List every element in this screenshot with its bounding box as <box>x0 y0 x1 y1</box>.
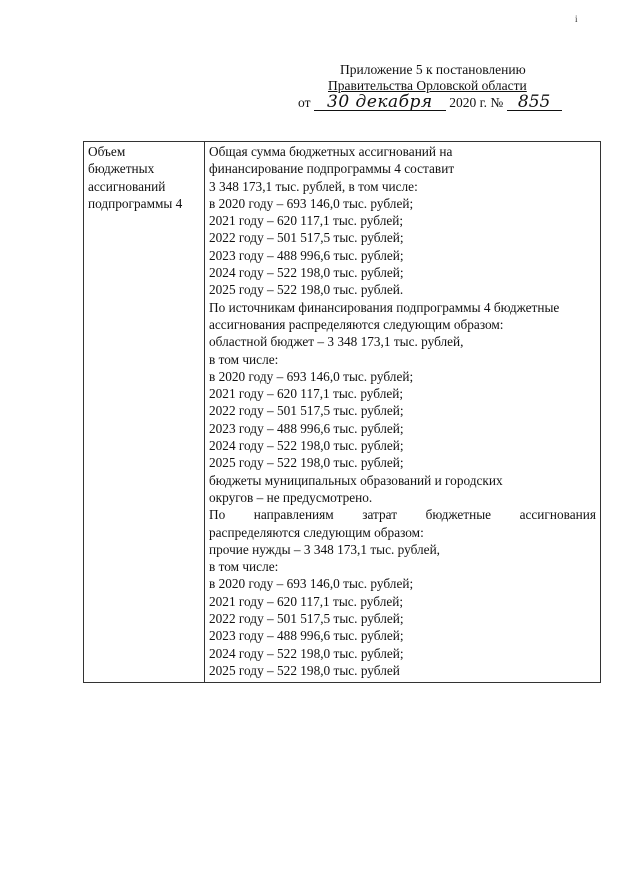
content-line-justified: По направлениям затрат бюджетные ассигнования <box>209 507 596 523</box>
content-line: 2025 году – 522 198,0 тыс. рублей; <box>209 455 404 471</box>
content-line: 2024 году – 522 198,0 тыс. рублей; <box>209 645 404 661</box>
header-line-government: Правительства Орловской области <box>328 78 527 93</box>
content-line: 2021 году – 620 117,1 тыс. рублей; <box>209 386 404 402</box>
content-line: финансирование подпрограммы 4 составит <box>209 161 455 177</box>
content-line: 2025 году – 522 198,0 тыс. рублей <box>209 662 400 678</box>
content-line: в 2020 году – 693 146,0 тыс. рублей; <box>209 576 414 592</box>
left-label-line: бюджетных <box>88 161 155 177</box>
date-prefix: от <box>298 95 311 110</box>
budget-table <box>83 141 601 683</box>
content-line: 2021 году – 620 117,1 тыс. рублей; <box>209 593 404 609</box>
page-mark: і <box>575 14 578 24</box>
content-line: областной бюджет – 3 348 173,1 тыс. рублей, <box>209 334 464 350</box>
content-line: По источникам финансирования подпрограммы 4 бюджетные <box>209 299 560 315</box>
content-line: в том числе: <box>209 351 279 367</box>
handwritten-date: 30 декабря <box>314 94 446 111</box>
content-line: в 2020 году – 693 146,0 тыс. рублей; <box>209 195 414 211</box>
content-line: прочие нужды – 3 348 173,1 тыс. рублей, <box>209 541 441 557</box>
header-line-appendix: Приложение 5 к постановлению <box>340 62 526 77</box>
content-line: 3 348 173,1 тыс. рублей, в том числе: <box>209 178 418 194</box>
content-line: 2024 году – 522 198,0 тыс. рублей; <box>209 265 404 281</box>
content-line: 2023 году – 488 996,6 тыс. рублей; <box>209 247 404 263</box>
content-line: ассигнования распределяются следующим образом: <box>209 316 504 332</box>
content-line: 2022 году – 501 517,5 тыс. рублей; <box>209 230 404 246</box>
content-line: в том числе: <box>209 559 279 575</box>
left-label-line: Объем <box>88 144 126 159</box>
table-row <box>84 142 601 683</box>
content-line: 2023 году – 488 996,6 тыс. рублей; <box>209 628 404 644</box>
header-line-date <box>280 94 610 111</box>
content-line: бюджеты муниципальных образований и городских <box>209 472 503 488</box>
content-line: 2025 году – 522 198,0 тыс. рублей. <box>209 282 404 298</box>
content-line: 2022 году – 501 517,5 тыс. рублей; <box>209 611 404 627</box>
left-label-line: подпрограммы 4 <box>88 195 183 211</box>
content-line: в 2020 году – 693 146,0 тыс. рублей; <box>209 368 414 384</box>
content-line: Общая сумма бюджетных ассигнований на <box>209 144 453 159</box>
content-line: 2021 году – 620 117,1 тыс. рублей; <box>209 213 404 229</box>
content-line: распределяются следующим образом: <box>209 524 424 540</box>
content-line: 2024 году – 522 198,0 тыс. рублей; <box>209 438 404 454</box>
right-content-cell <box>205 142 601 683</box>
appendix-header <box>280 62 610 111</box>
left-label-line: ассигнований <box>88 178 166 194</box>
handwritten-number: 855 <box>507 94 562 111</box>
content-line: округов – не предусмотрено. <box>209 489 373 505</box>
content-line: 2022 году – 501 517,5 тыс. рублей; <box>209 403 404 419</box>
content-line: 2023 году – 488 996,6 тыс. рублей; <box>209 420 404 436</box>
year-text: 2020 г. № <box>449 95 504 110</box>
left-label-cell <box>84 142 205 683</box>
